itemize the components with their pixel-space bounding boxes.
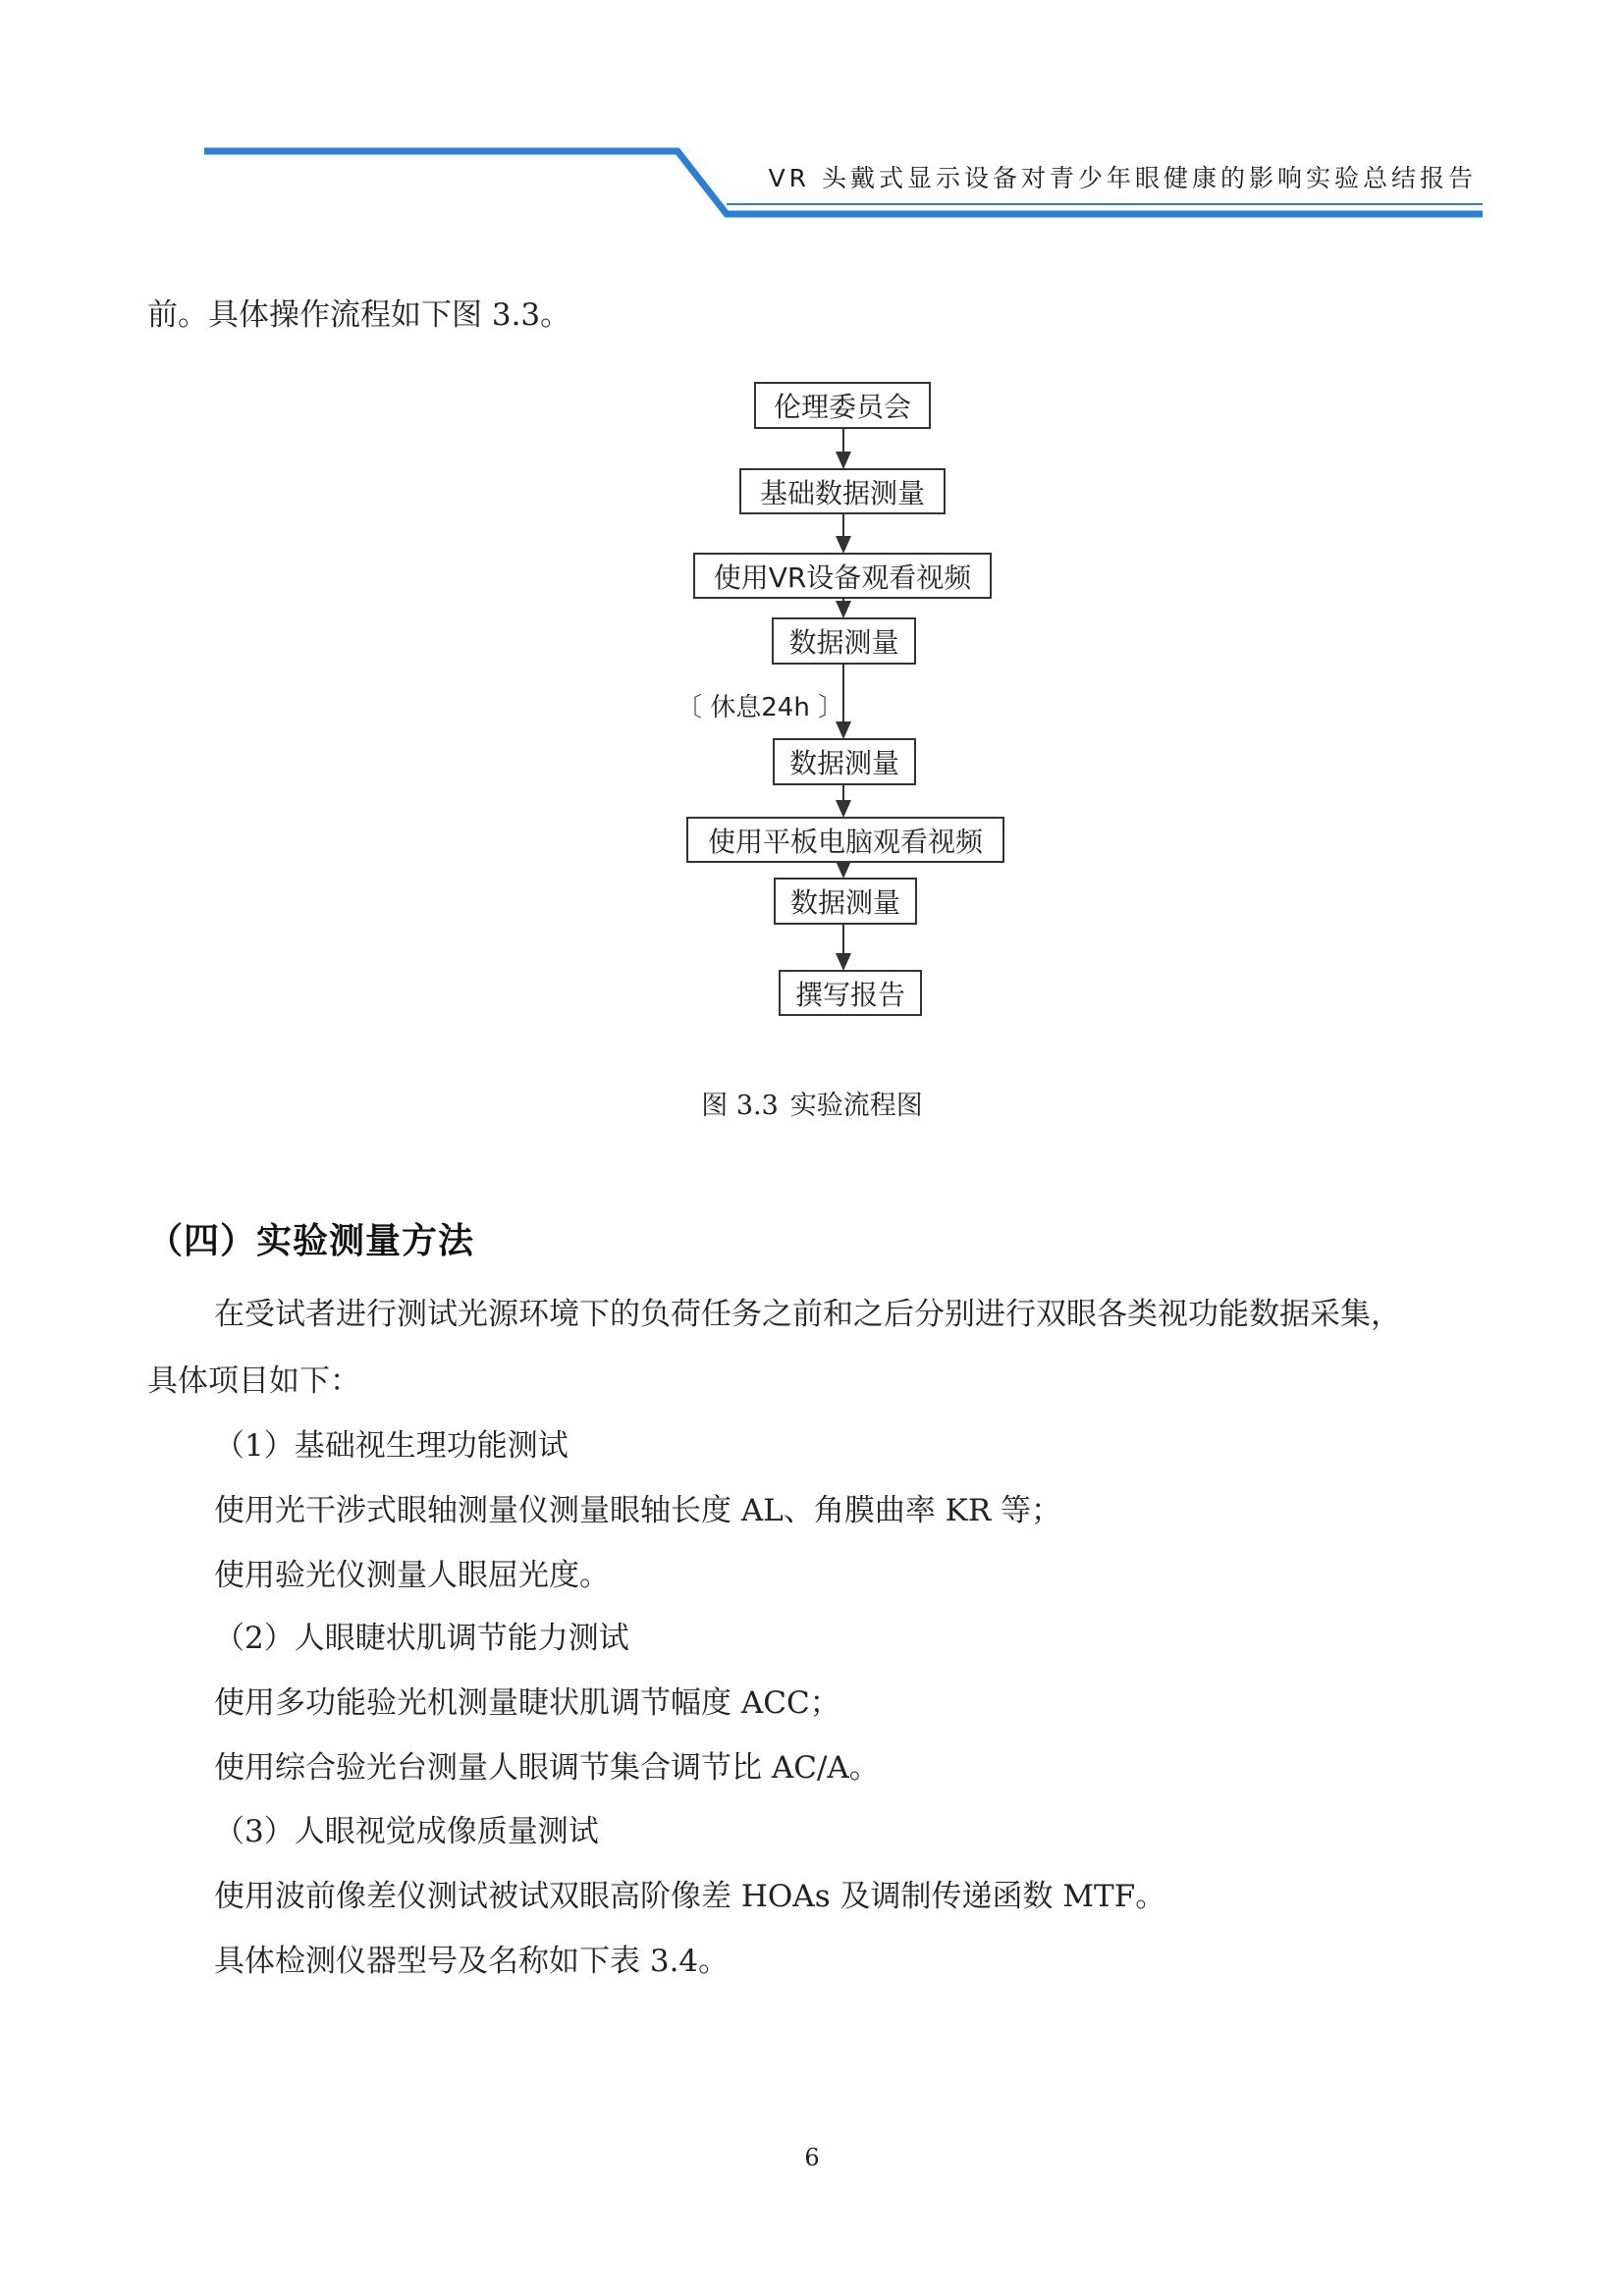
list-item: （3）人眼视觉成像质量测试	[214, 1814, 599, 1849]
node-ethics-committee: 伦理委员会	[754, 382, 931, 429]
list-item: 使用光干涉式眼轴测量仪测量眼轴长度 AL、角膜曲率 KR 等；	[214, 1493, 1062, 1528]
section-paragraph-cont: 具体项目如下：	[147, 1363, 360, 1399]
node-measurement-1: 数据测量	[772, 617, 916, 665]
node-baseline-measurement: 基础数据测量	[739, 468, 946, 514]
node-vr-viewing: 使用VR设备观看视频	[693, 553, 992, 599]
list-item: 使用验光仪测量人眼屈光度。	[214, 1558, 610, 1593]
list-item: （1）基础视生理功能测试	[214, 1428, 568, 1464]
intro-text: 前。具体操作流程如下图 3.3。	[147, 297, 571, 333]
figure-title: 实验流程图	[789, 1091, 923, 1121]
section-heading: （四）实验测量方法	[147, 1221, 475, 1261]
section-paragraph: 在受试者进行测试光源环境下的负荷任务之前和之后分别进行双眼各类视功能数据采集，	[214, 1297, 1401, 1332]
node-write-report: 撰写报告	[779, 970, 922, 1016]
node-measurement-2: 数据测量	[773, 738, 916, 785]
figure-caption	[0, 1084, 1624, 1122]
node-measurement-3: 数据测量	[774, 878, 917, 925]
figure-number: 图 3.3	[701, 1091, 779, 1121]
header-title: VR 头戴式显示设备对青少年眼健康的影响实验总结报告	[768, 164, 1477, 192]
list-item: （2）人眼睫状肌调节能力测试	[214, 1621, 629, 1656]
page-number: 6	[804, 2144, 820, 2171]
rest-24h-label: 〔 休息24h 〕	[677, 693, 844, 722]
list-item: 使用多功能验光机测量睫状肌调节幅度 ACC；	[214, 1685, 840, 1721]
list-item: 使用波前像差仪测试被试双眼高阶像差 HOAs 及调制传递函数 MTF。	[214, 1879, 1166, 1914]
list-item: 使用综合验光台测量人眼调节集合调节比 AC/A。	[214, 1750, 880, 1786]
node-tablet-viewing: 使用平板电脑观看视频	[686, 817, 1004, 863]
list-item: 具体检测仪器型号及名称如下表 3.4。	[214, 1944, 730, 1979]
